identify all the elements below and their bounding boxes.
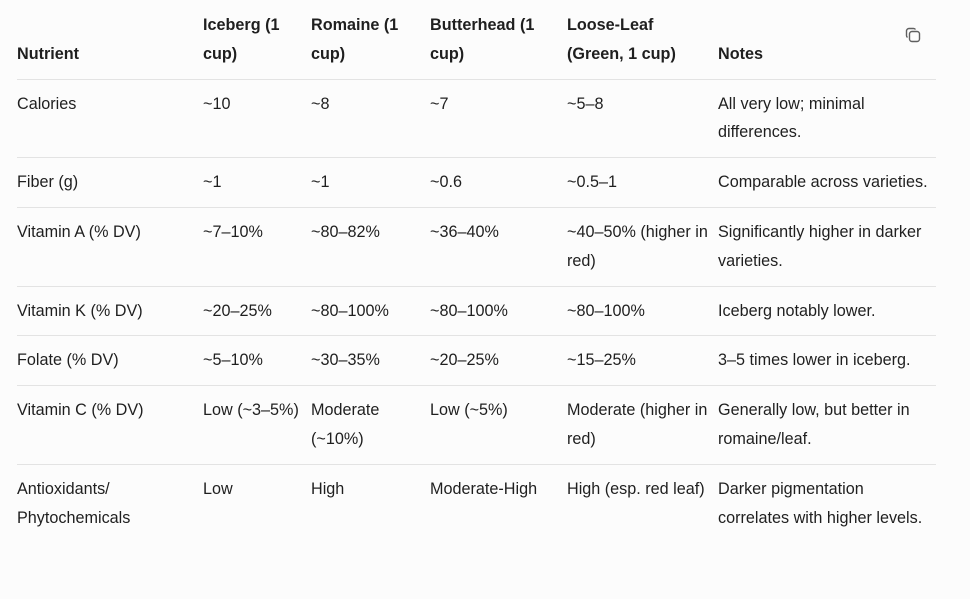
- cell-romaine: ~30–35%: [311, 336, 430, 386]
- cell-butterhead: ~80–100%: [430, 286, 567, 336]
- header-nutrient: Nutrient: [17, 10, 203, 79]
- header-butterhead: Butterhead (1 cup): [430, 10, 567, 79]
- cell-nutrient: Calories: [17, 79, 203, 158]
- cell-iceberg: ~1: [203, 158, 311, 208]
- header-iceberg: Iceberg (1 cup): [203, 10, 311, 79]
- cell-loose-leaf: Moderate (higher in red): [567, 386, 718, 465]
- table-row: [17, 79, 936, 158]
- cell-romaine: ~80–100%: [311, 286, 430, 336]
- table-row: [17, 386, 936, 465]
- table-header-row: [17, 10, 936, 79]
- table-row: [17, 464, 936, 542]
- cell-iceberg: ~20–25%: [203, 286, 311, 336]
- cell-loose-leaf: ~0.5–1: [567, 158, 718, 208]
- cell-butterhead: Low (~5%): [430, 386, 567, 465]
- cell-romaine: ~80–82%: [311, 207, 430, 286]
- cell-iceberg: Low (~3–5%): [203, 386, 311, 465]
- cell-romaine: Moderate (~10%): [311, 386, 430, 465]
- table-row: [17, 336, 936, 386]
- cell-notes: 3–5 times lower in iceberg.: [718, 336, 936, 386]
- cell-notes: All very low; minimal differences.: [718, 79, 936, 158]
- table-row: [17, 158, 936, 208]
- cell-butterhead: ~7: [430, 79, 567, 158]
- cell-nutrient: Vitamin A (% DV): [17, 207, 203, 286]
- cell-notes: Generally low, but better in romaine/leaf.: [718, 386, 936, 465]
- cell-iceberg: ~7–10%: [203, 207, 311, 286]
- header-romaine: Romaine (1 cup): [311, 10, 430, 79]
- cell-romaine: ~8: [311, 79, 430, 158]
- cell-nutrient: Antioxidants/ Phytochemicals: [17, 479, 131, 527]
- cell-loose-leaf: ~40–50% (higher in red): [567, 207, 718, 286]
- cell-iceberg: ~5–10%: [203, 336, 311, 386]
- cell-notes: Iceberg notably lower.: [718, 286, 936, 336]
- cell-butterhead: Moderate-High: [430, 479, 538, 498]
- cell-butterhead: ~36–40%: [430, 207, 567, 286]
- cell-nutrient: Vitamin C (% DV): [17, 386, 203, 465]
- cell-iceberg: Low: [203, 479, 233, 498]
- cell-notes: Darker pigmentation correlates with higher levels.: [718, 479, 923, 527]
- cell-loose-leaf: High (esp. red leaf): [567, 479, 705, 498]
- cell-nutrient: Fiber (g): [17, 158, 203, 208]
- cell-nutrient: Vitamin K (% DV): [17, 286, 203, 336]
- header-loose-leaf: Loose-Leaf (Green, 1 cup): [567, 10, 718, 79]
- header-notes: Notes: [718, 10, 936, 79]
- nutrition-comparison-table: [17, 10, 936, 542]
- cell-butterhead: ~0.6: [430, 158, 567, 208]
- cell-nutrient: Folate (% DV): [17, 336, 203, 386]
- cell-notes: Significantly higher in darker varieties.: [718, 207, 936, 286]
- cell-loose-leaf: ~15–25%: [567, 336, 718, 386]
- cell-loose-leaf: ~5–8: [567, 79, 718, 158]
- cell-romaine: ~1: [311, 158, 430, 208]
- cell-romaine: High: [311, 479, 345, 498]
- cell-butterhead: ~20–25%: [430, 336, 567, 386]
- table-row: [17, 286, 936, 336]
- cell-iceberg: ~10: [203, 79, 311, 158]
- cell-loose-leaf: ~80–100%: [567, 286, 718, 336]
- table-row: [17, 207, 936, 286]
- cell-notes: Comparable across varieties.: [718, 158, 936, 208]
